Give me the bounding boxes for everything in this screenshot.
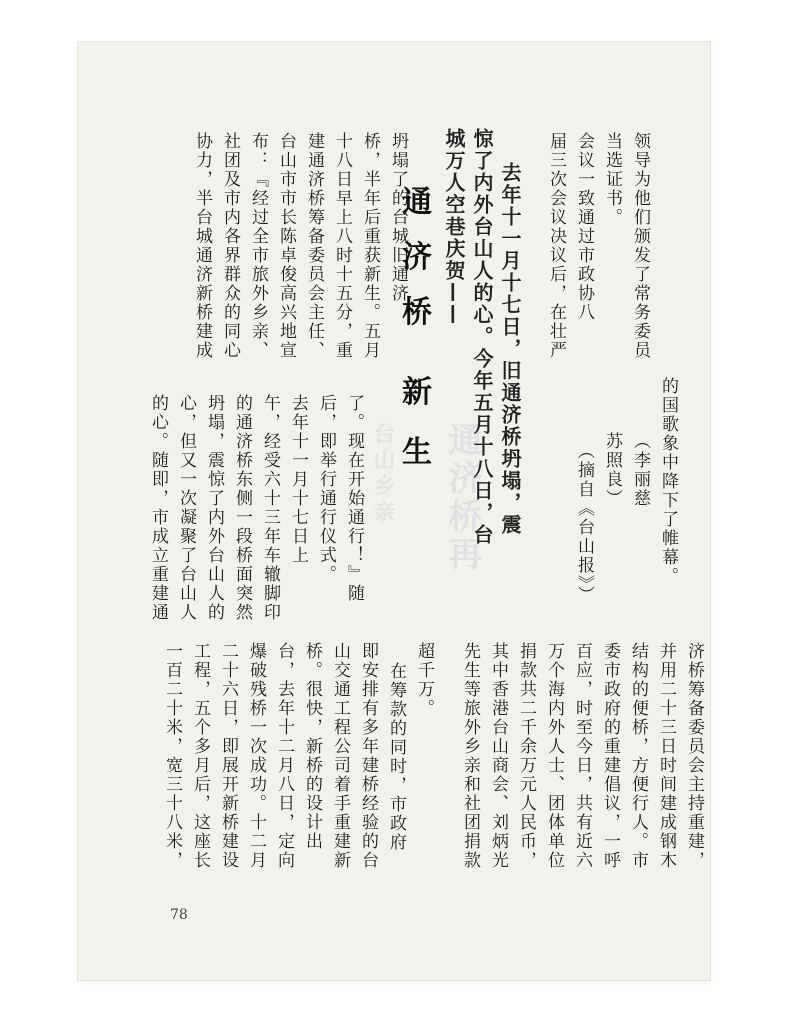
text-column: 百应，时至今日，共有近六 (572, 642, 592, 870)
credit-column: 苏照良） (602, 432, 622, 508)
text-column: 超千万。 (414, 642, 434, 718)
lead-column: 城万人空巷庆贺—— (442, 128, 466, 326)
title-char: 济 (402, 240, 432, 275)
title-char: 生 (402, 435, 432, 470)
text-column: 届三次会议决议后，在壮严 (546, 132, 566, 360)
text-column: 即安排有多年建桥经验的台 (358, 642, 378, 870)
text-column: 桥。很快，新桥的设计出 (302, 642, 322, 851)
text-column: 结构的便桥，方便行人。市 (628, 642, 648, 870)
text-column: 爆破残桥一次成功。十二月 (246, 642, 266, 870)
text-column: 当选证书。 (602, 132, 622, 227)
text-column: 后，即举行通行仪式。 (316, 394, 336, 584)
text-column: 去年十一月十七日上 (288, 394, 308, 565)
text-column: 坍塌了的台城旧通济 (388, 132, 408, 303)
text-column: 会议一致通过市政协八 (574, 132, 594, 322)
lead-column: 去年十一月十七日，旧通济桥坍塌，震 (498, 162, 522, 536)
text-column: 并用二十三日时间建成钢木 (656, 642, 676, 870)
text-column: 台山市市长陈卓俊高兴地宣 (276, 132, 296, 360)
text-column: 领导为他们颁发了常务委员 (630, 132, 650, 360)
text-column: 建通济桥筹备委员会主任、 (304, 132, 324, 360)
ghost-subheading: 台山乡亲 (370, 422, 396, 526)
text-column: 一百二十米，宽三十八米， (162, 642, 182, 870)
text-column: 社团及市内各界群众的同心 (220, 132, 240, 360)
text-column: 二十六日，即展开新桥建设 (218, 642, 238, 870)
credit-column: （李丽慈 (630, 432, 650, 508)
text-column: 捐款共二千余万元人民币， (516, 642, 536, 870)
ghost-heading: 通济桥再 (442, 422, 482, 574)
text-column: 台，去年十二月八日，定向 (274, 642, 294, 870)
text-column: 心，但又一次凝聚了台山人 (176, 394, 196, 622)
lead-column: 惊了内外台山人的心。今年五月十八日，台 (470, 128, 494, 546)
magazine-page (78, 42, 710, 980)
title-char: 通 (402, 185, 432, 220)
title-char: 桥 (402, 295, 432, 330)
title-char: 新 (402, 375, 432, 410)
text-column: 的国歌象中降下了帷幕。 (658, 377, 678, 586)
text-column: 布：『经过全市旅外乡亲、 (248, 132, 268, 360)
text-column: 济桥筹备委员会主持重建， (684, 642, 704, 870)
page-number: 78 (170, 907, 188, 923)
text-column: 其中香港台山商会、刘炳光 (488, 642, 508, 870)
text-column: 万个海内外人士、团体单位 (544, 642, 564, 870)
text-column: 的通济桥东侧一段桥面突然 (232, 394, 252, 622)
text-column: 十八日早上八时十五分，重 (332, 132, 352, 360)
text-column: 坍塌，震惊了内外台山人的 (204, 394, 224, 622)
text-column: 山交通工程公司着手重建新 (330, 642, 350, 870)
text-column: 桥，半年后重获新生。五月 (360, 132, 380, 360)
text-column: 在筹款的同时，市政府 (386, 662, 406, 852)
text-column: 委市政府的重建倡议，一呼 (600, 642, 620, 870)
text-column: 的心。随即，市成立重建通 (148, 394, 168, 622)
text-column: 协力，半台城通济新桥建成 (192, 132, 212, 360)
text-column: 工程，五个多月后，这座长 (190, 642, 210, 870)
text-column: 了。现在开始通行！』随 (344, 394, 364, 603)
source-column: （摘自《台山报》） (574, 442, 594, 605)
text-column: 先生等旅外乡亲和社团捐款 (460, 642, 480, 870)
text-column: 午，经受六十三年车辙脚印 (260, 394, 280, 622)
